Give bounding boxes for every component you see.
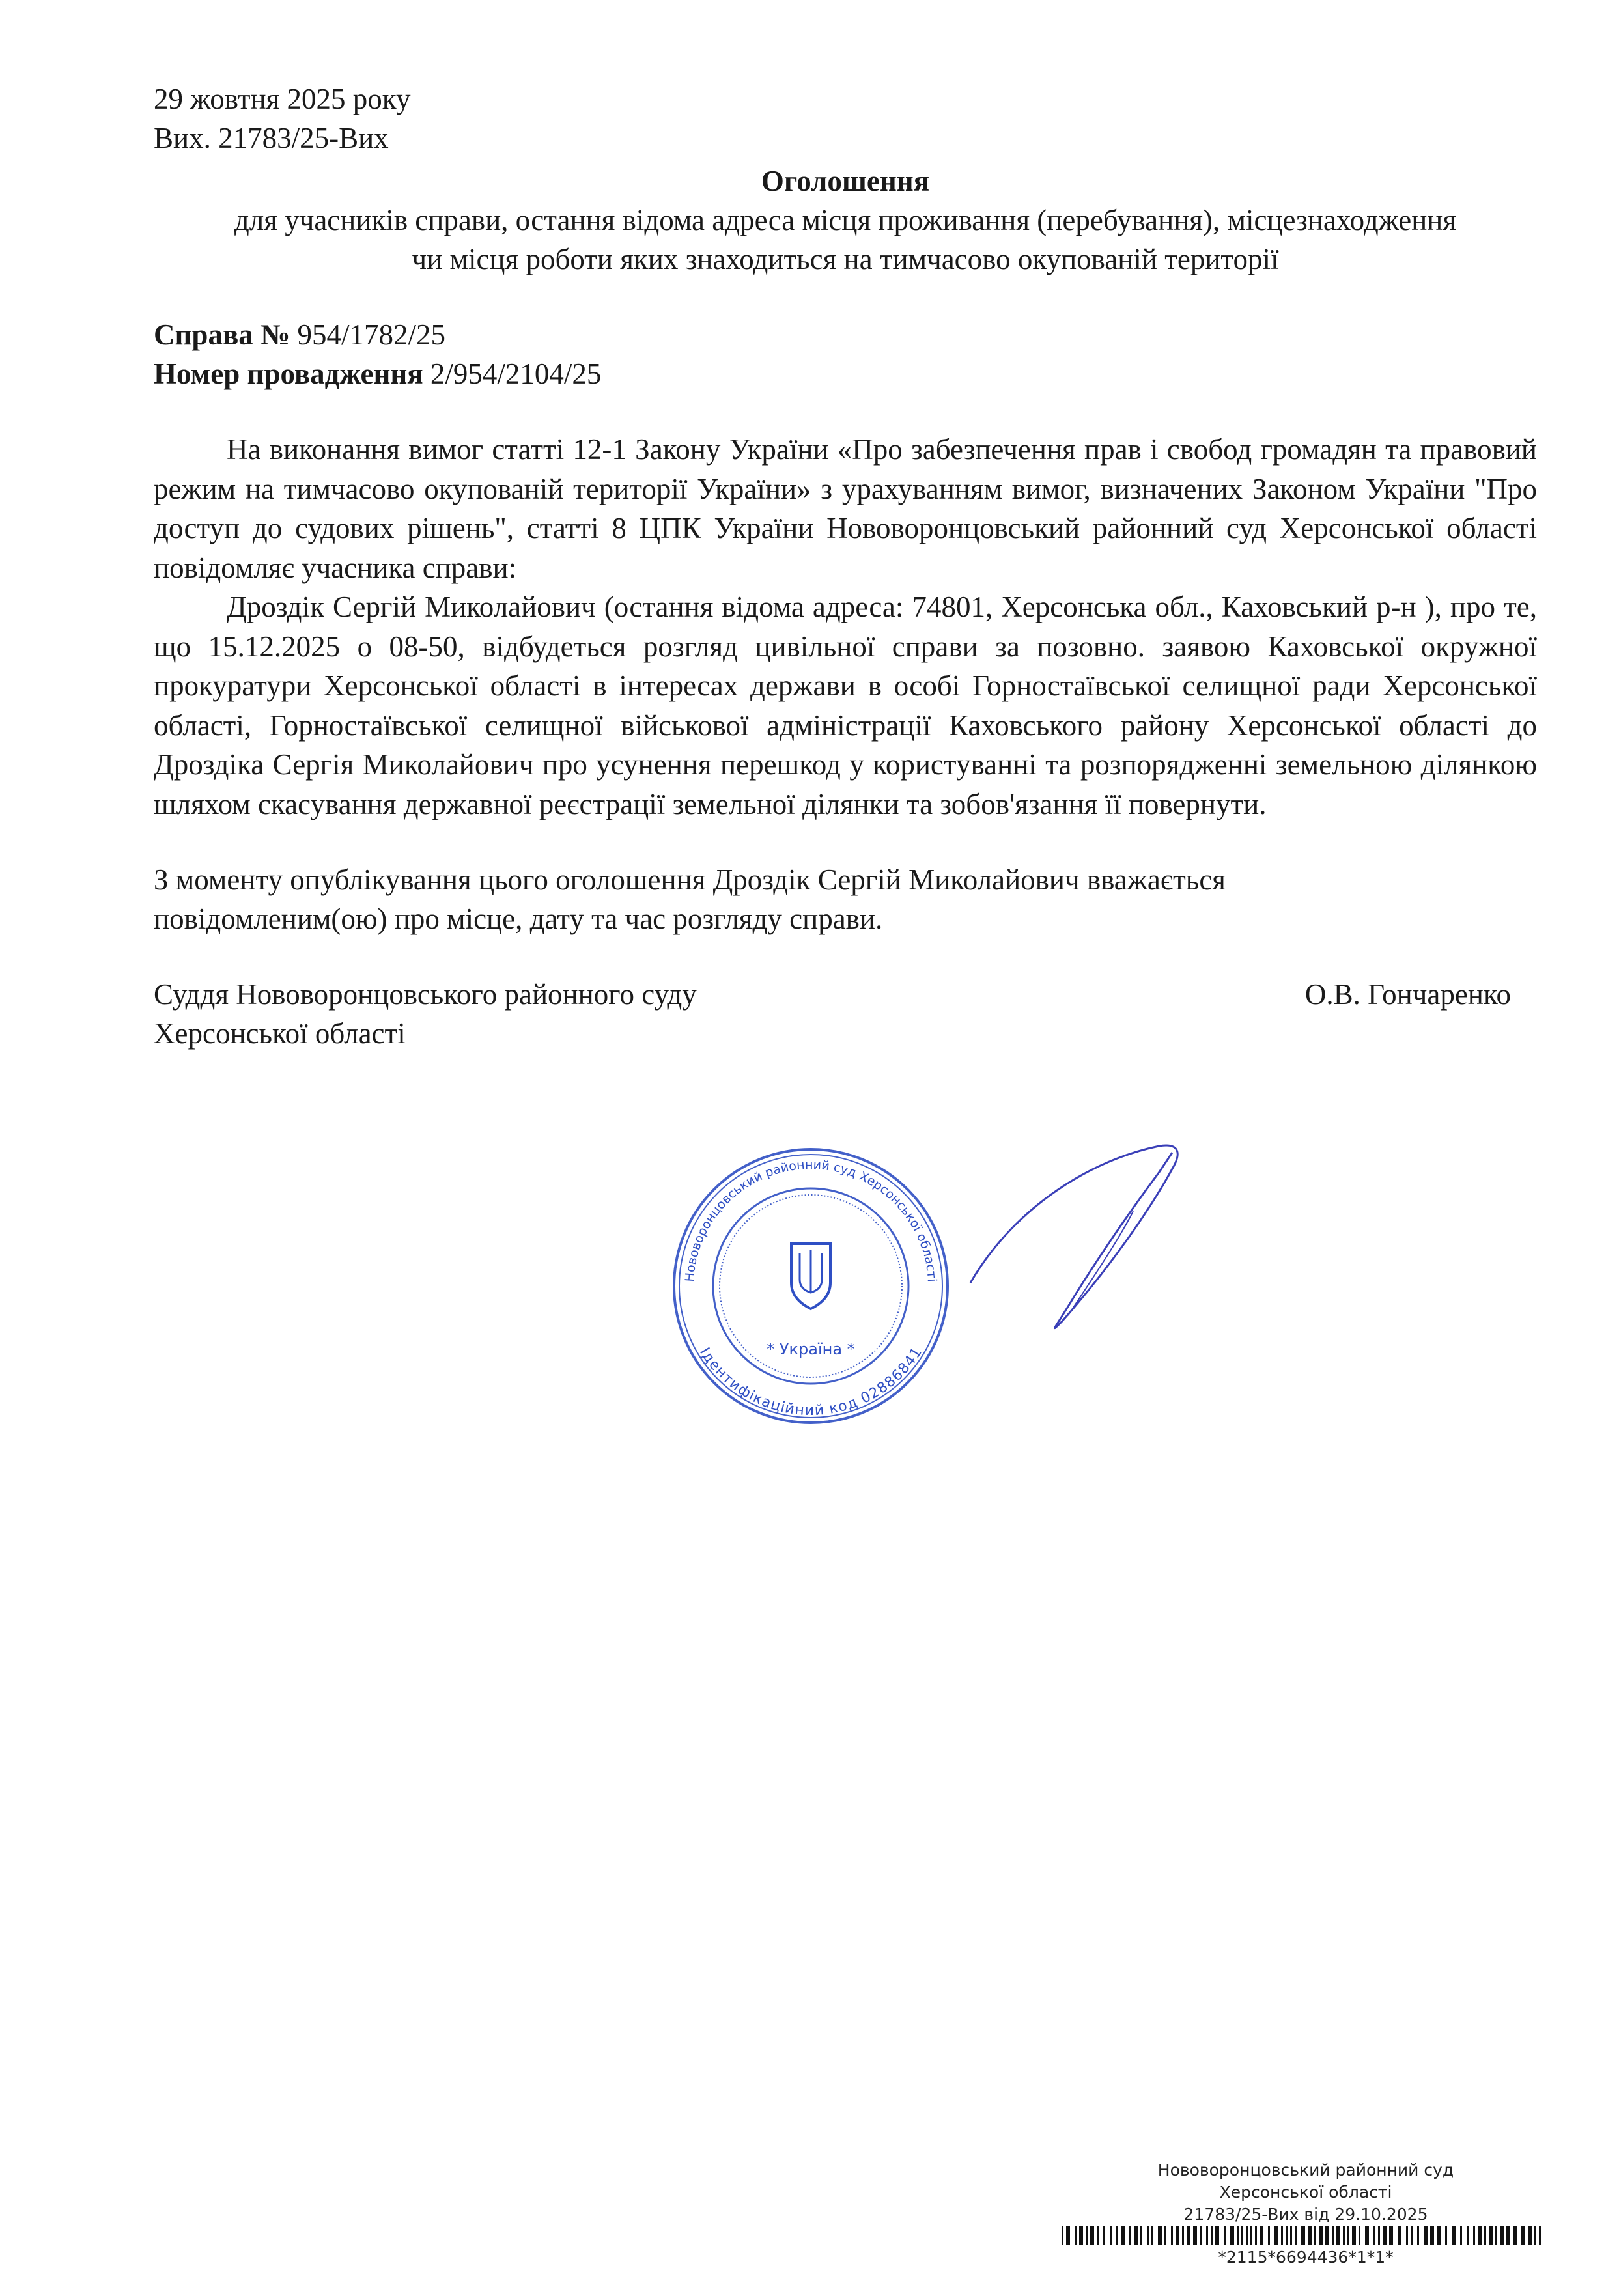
barcode-bar [1134, 2226, 1138, 2245]
barcode-bar [1378, 2226, 1380, 2245]
barcode-bar [1411, 2226, 1413, 2245]
trident-emblem-icon [791, 1244, 830, 1309]
barcode-bar [1182, 2226, 1184, 2245]
document-body [154, 79, 1537, 1053]
barcode-bar [1308, 2226, 1312, 2245]
case-label: Справа № [154, 318, 290, 351]
barcode-bar [1066, 2226, 1070, 2245]
document-barcode [1062, 2226, 1543, 2245]
barcode-bar [1406, 2226, 1408, 2245]
barcode-bar [1103, 2226, 1105, 2245]
barcode-bar [1241, 2226, 1243, 2245]
judge-position-line-1: Суддя Нововоронцовського районного суду [154, 978, 697, 1011]
body-paragraph-1: На виконання вимог статті 12-1 Закону України «Про забезпечення прав і свобод громадян та правовий режим на тимчасово окупованій території України» з урахуванням вимог, визначених Законом України "Про доступ до судових рішень", статті 8 ЦПК України Нововоронцовський районний суд Херсонської області повідомляє учасника справи: [154, 433, 1537, 584]
barcode-bar [1062, 2226, 1063, 2245]
barcode-bar [1200, 2226, 1202, 2245]
barcode-bar [1215, 2226, 1219, 2245]
proceeding-label: Номер провадження [154, 357, 423, 390]
barcode-bar [1347, 2226, 1349, 2245]
barcode-bar [1528, 2226, 1532, 2245]
barcode-bar [1352, 2226, 1356, 2245]
barcode-bar [1383, 2226, 1387, 2245]
barcode-bar [1075, 2226, 1077, 2245]
barcode-bar [1460, 2226, 1462, 2245]
barcode-bar [1467, 2226, 1469, 2245]
barcode-bar [1129, 2226, 1131, 2245]
footer-region: Херсонської області [1219, 2183, 1392, 2202]
barcode-bar [1437, 2226, 1441, 2245]
barcode-bar [1274, 2226, 1278, 2245]
barcode-bar [1250, 2226, 1252, 2245]
barcode-bar [1332, 2226, 1334, 2245]
barcode-bar [1158, 2226, 1162, 2245]
barcode-bar [1211, 2226, 1213, 2245]
barcode-bar [1336, 2226, 1340, 2245]
barcode-bar [1314, 2226, 1316, 2245]
barcode-bar [1325, 2226, 1329, 2245]
barcode-bar [1319, 2226, 1323, 2245]
barcode-bar [1484, 2226, 1486, 2245]
barcode-bar [1445, 2226, 1447, 2245]
judge-signature [964, 1133, 1263, 1348]
stamp-inner-text: Ідентифікаційний код 02886841 [696, 1345, 925, 1420]
barcode-bar [1521, 2226, 1525, 2245]
barcode-bar [1164, 2226, 1166, 2245]
barcode-bar [1365, 2226, 1369, 2245]
barcode-bar [1110, 2226, 1112, 2245]
barcode-bar [1187, 2226, 1190, 2245]
barcode-bar [1500, 2226, 1504, 2245]
barcode-bar [1237, 2226, 1239, 2245]
case-number: 954/1782/25 [297, 318, 445, 351]
signature-row [154, 975, 1537, 1014]
judge-name: О.В. Гончаренко [1304, 978, 1511, 1011]
barcode-bar [1171, 2226, 1173, 2245]
barcode-bar [1121, 2226, 1125, 2245]
barcode-bar [1230, 2226, 1234, 2245]
barcode-bar [1090, 2226, 1094, 2245]
case-number-line [154, 315, 1537, 354]
barcode-bar [1151, 2226, 1153, 2245]
barcode-bar [1506, 2226, 1510, 2245]
footer-court-name: Нововоронцовський районний суд [1157, 2161, 1454, 2179]
stamp-bottom-text: * Україна * [767, 1340, 855, 1358]
barcode-bar [1359, 2226, 1360, 2245]
judge-position-line-2: Херсонської області [154, 1017, 406, 1050]
notice-body [154, 430, 1537, 824]
barcode-bar [1473, 2226, 1475, 2245]
barcode-bar [1224, 2226, 1226, 2245]
barcode-bar [1286, 2226, 1288, 2245]
barcode-bar [1086, 2226, 1088, 2245]
barcode-bar [1176, 2226, 1179, 2245]
barcode-bar [1513, 2226, 1517, 2245]
body-paragraph-2: Дроздік Сергій Миколайович (остання відома адреса: 74801, Херсонська обл., Каховський р-н ), про те, що 15.12.2025 о 08-50, відбудеться розгляд цивільної справи за позовно. заявою Каховської окружної прокуратури Херсонської області в інтересах держави в особі Горностаївської селищної ради Херсонської області, Горностаївської селищної військової адміністрації Каховського району Херсонської області до Дроздіка Сергія Миколайович про усунення перешкод у користуванні та розпорядженні земельною ділянкою шляхом скасування державної реєстрації земельної ділянки та зобов'язання її повернути. [154, 591, 1537, 820]
barcode-bar [1424, 2226, 1428, 2245]
barcode-bar [1430, 2226, 1434, 2245]
notice-line-1: З моменту опублікування цього оголошення Дроздік Сергій Миколайович вважається [154, 863, 1226, 896]
barcode-bar [1389, 2226, 1393, 2245]
outgoing-number: Вих. 21783/25-Вих [154, 122, 389, 154]
barcode-bar [1398, 2226, 1401, 2245]
subtitle-line-1: для учасників справи, остання відома адреса місця проживання (перебування), місцезнаходження [234, 204, 1457, 236]
barcode-bar [1206, 2226, 1208, 2245]
notice-line-2: повідомленим(ою) про місце, дату та час розгляду справи. [154, 903, 883, 935]
barcode-bar [1281, 2226, 1283, 2245]
barcode-bar [1534, 2226, 1536, 2245]
barcode-bar [1079, 2226, 1083, 2245]
barcode-bar [1140, 2226, 1142, 2245]
barcode-bar [1268, 2226, 1270, 2245]
barcode-bar [1489, 2226, 1493, 2245]
barcode-number: *2115*6694436*1*1* [1218, 2248, 1394, 2267]
barcode-bar [1116, 2226, 1118, 2245]
stamp-outer-text: Нововоронцовський районний суд Херсонської області [683, 1157, 939, 1283]
barcode-bar [1147, 2226, 1149, 2245]
barcode-bar [1246, 2226, 1248, 2245]
document-date: 29 жовтня 2025 року [154, 83, 411, 115]
barcode-bar [1097, 2226, 1099, 2245]
barcode-bar [1373, 2226, 1375, 2245]
barcode-bar [1295, 2226, 1297, 2245]
barcode-bar [1193, 2226, 1197, 2245]
barcode-bar [1290, 2226, 1292, 2245]
proceeding-number: 2/954/2104/25 [430, 357, 602, 390]
barcode-bar [1255, 2226, 1257, 2245]
barcode-bar [1417, 2226, 1419, 2245]
barcode-bar [1260, 2226, 1263, 2245]
barcode-bar [1301, 2226, 1305, 2245]
subtitle-line-2: чи місця роботи яких знаходиться на тимчасово окупованій території [412, 243, 1279, 275]
barcode-bar [1495, 2226, 1497, 2245]
proceeding-number-line [154, 354, 1537, 393]
barcode-bar [1478, 2226, 1482, 2245]
footer-reference: 21783/25-Вих від 29.10.2025 [1183, 2205, 1428, 2224]
barcode-bar [1343, 2226, 1345, 2245]
document-title: Оголошення [761, 165, 930, 197]
court-seal-stamp [671, 1146, 951, 1426]
barcode-bar [1539, 2226, 1541, 2245]
barcode-bar [1452, 2226, 1456, 2245]
